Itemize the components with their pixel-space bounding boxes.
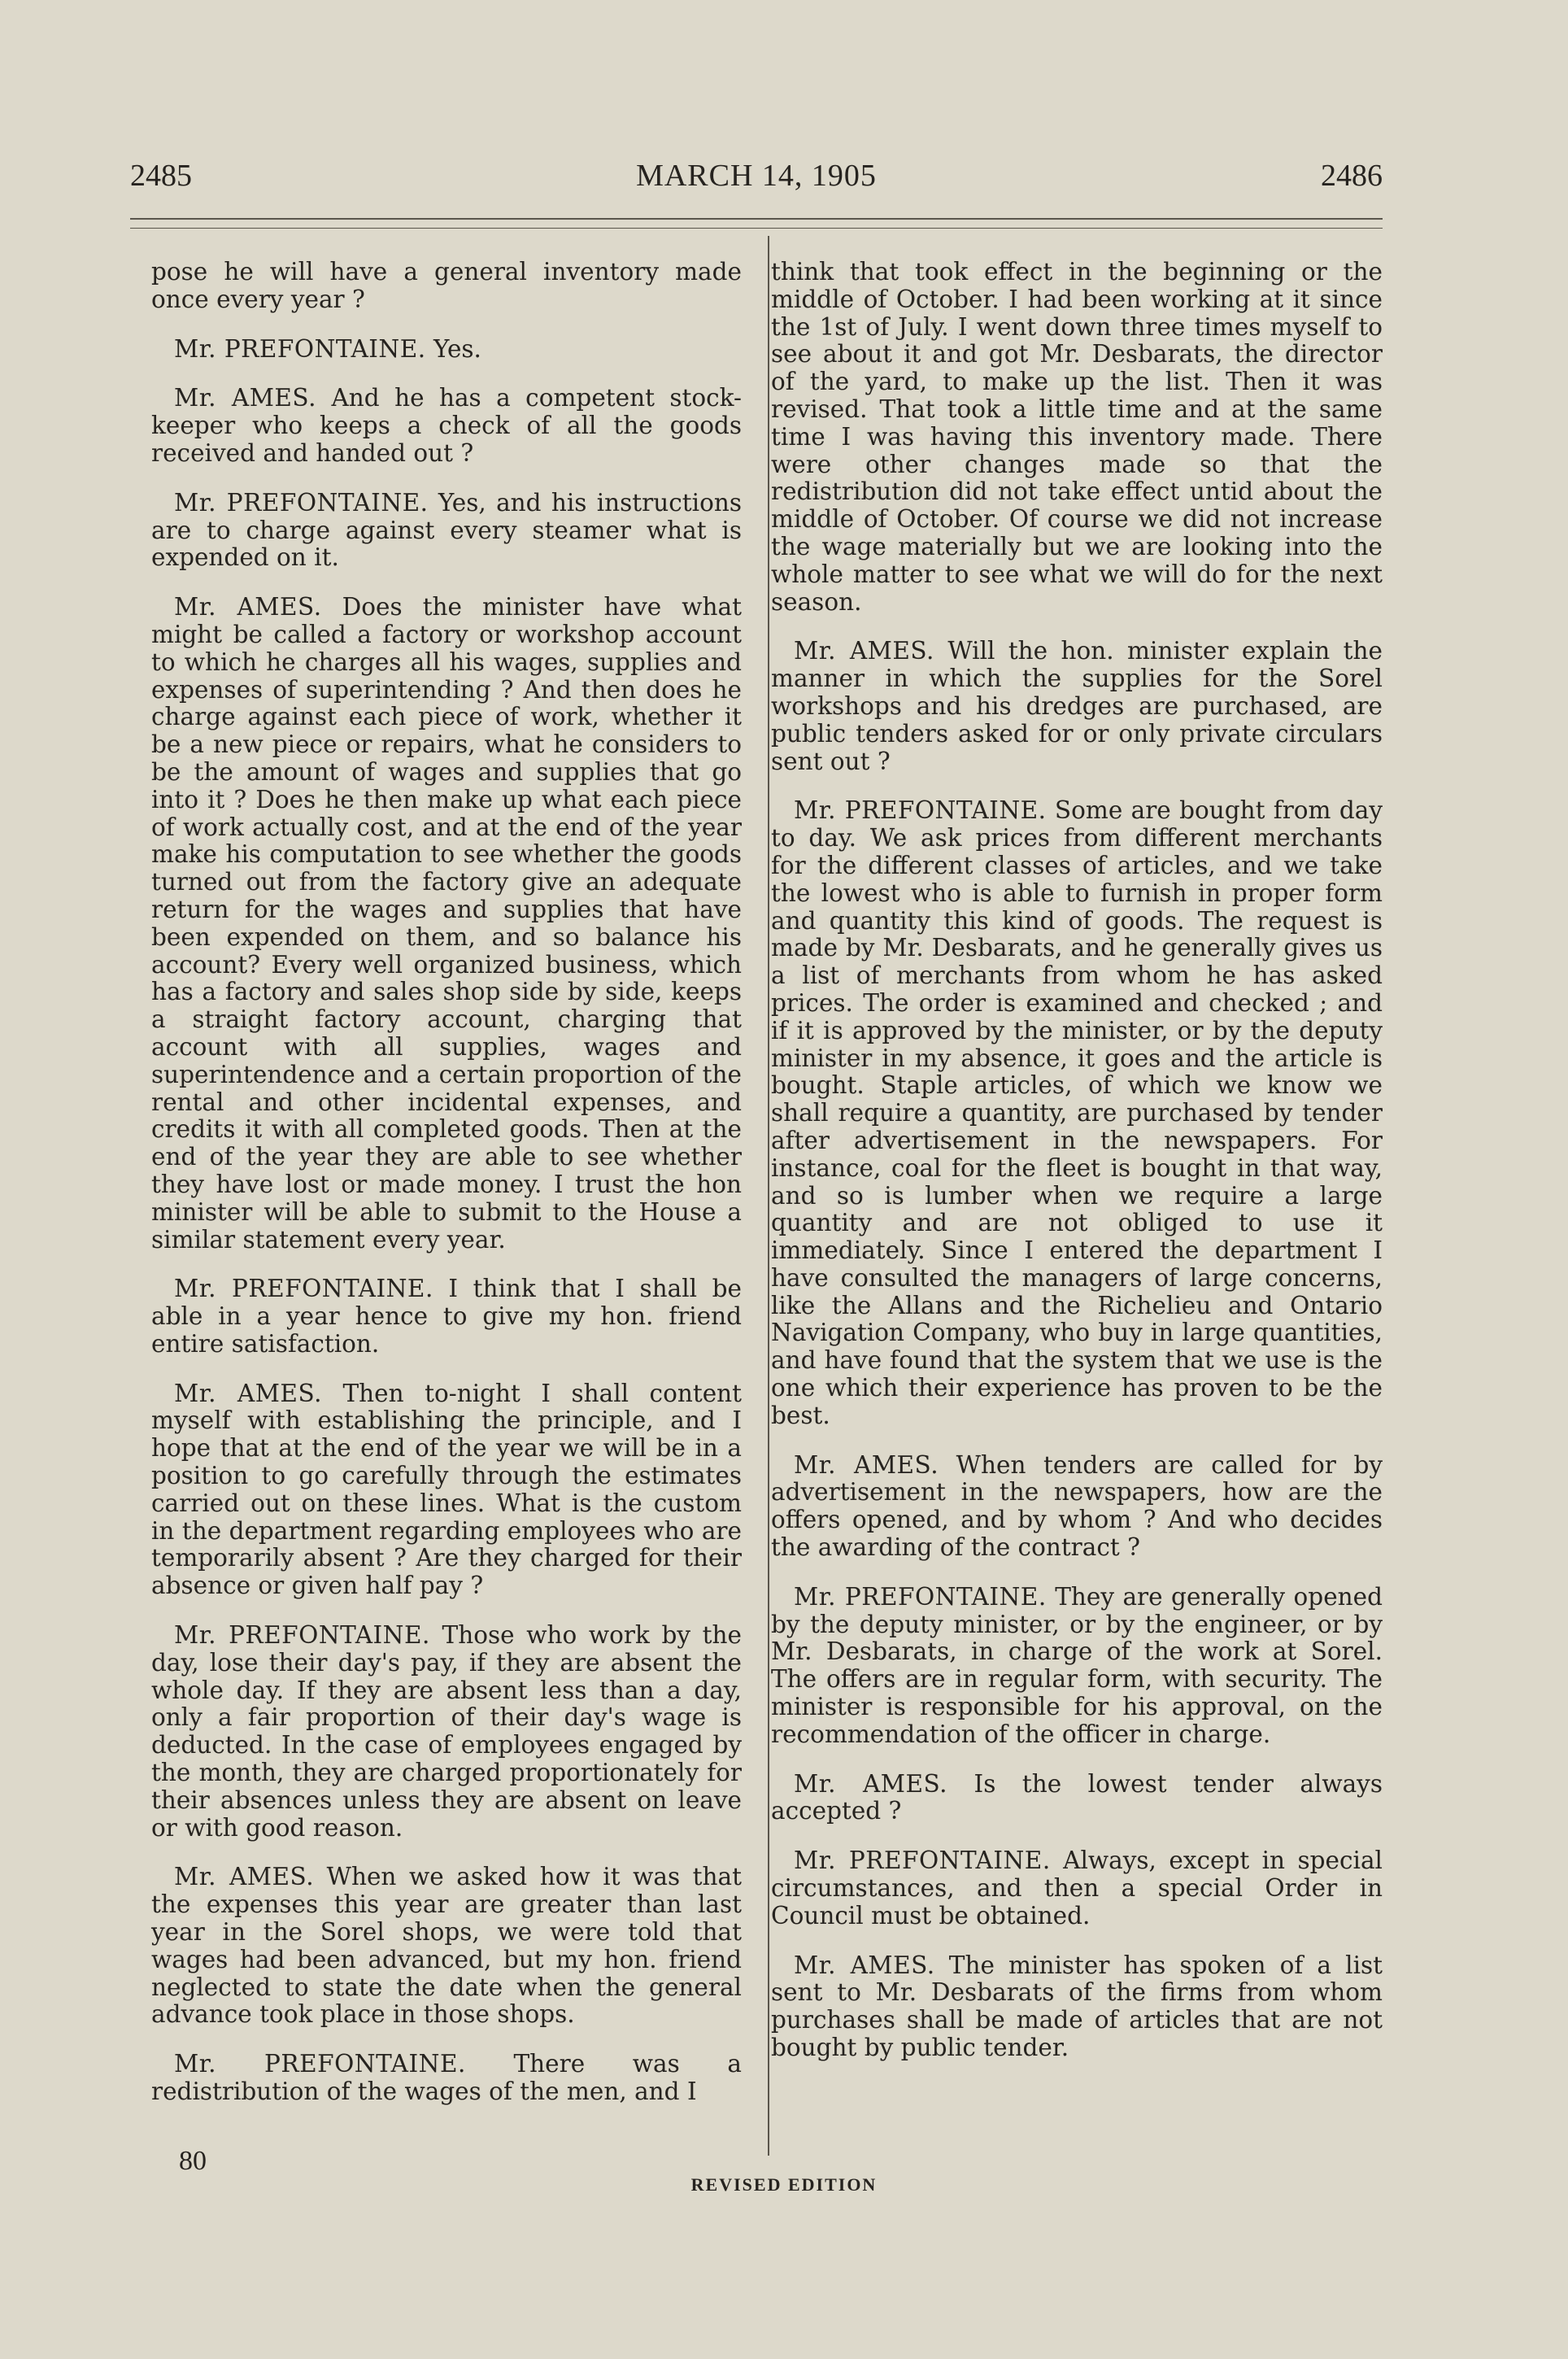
paragraph-text: Always, except in special circumstances, and then a special Order in Council must be obtained. [771,1847,1383,1929]
speaker-name: Mr. AMES. [794,1769,948,1798]
paragraph [151,490,742,572]
speaker-name: Mr. PREFONTAINE. [174,334,426,363]
paragraph-text: The minister has spoken of a list sent to Mr. Desbarats of the firms from whom purchases shall be made of articles that are not bought by public tender. [771,1951,1383,2062]
speaker-name: Mr. AMES. [794,637,934,665]
paragraph-text: They are generally opened by the deputy minister, or by the engineer, or by Mr. Desbarats, in charge of the work at Sorel. The offers are in regular form, with security. The minister is responsible for his approval, on the recommendation of the officer in charge. [771,1582,1383,1748]
paragraph [151,1622,742,1842]
paragraph [771,638,1383,775]
paragraph [771,1584,1383,1749]
paragraph-text: Then to-night I shall content myself with establishing the principle, and I hope that at the end of the year we will be in a position to go carefully through the estimates carried out on these lines. What is the custom in the department regarding employees who are temporarily absent ? Are they charged for their absence or given half pay ? [151,1379,742,1600]
paragraph [151,336,742,364]
running-header [130,158,1383,198]
speaker-name: Mr. PREFONTAINE. [174,1621,430,1650]
paragraph [771,1452,1383,1562]
paragraph [771,259,1383,616]
paragraph [771,1847,1383,1929]
header-rule-thin [130,228,1383,229]
paragraph-text: When we asked how it was that the expenses this year are greater than last year in the Sorel shops, we were told that wages had been advanced, but my hon. friend neglected to state the date when the general advance took place in those shops. [151,1863,742,2029]
paragraph [771,1952,1383,2062]
edition-label: REVISED EDITION [690,2174,878,2195]
paragraph-text: Some are bought from day to day. We ask prices from different merchants for the different classes of articles, and we take the lowest who is able to furnish in proper form and quantity this kind of goods. The request is made by Mr. Desbarats, and he generally gives us a list of merchants from whom he has asked prices. The order is examined and checked ; and if it is approved by the minister, or by the deputy minister in my absence, it goes and the article is bought. Staple articles, of which we know we shall require a quantity, are purchased by tender after advertisement in the newspapers. For instance, coal for the fleet is bought in that way, and so is lumber when we require a large quantity and are not obliged to use it immediately. Since I entered the department I have consulted the managers of large concerns, like the Allans and the Richelieu and Ontario Navigation Company, who buy in large quantities, and have found that the system that we use is the one which their experience has proven to be the best. [771,796,1383,1429]
speaker-name: Mr. AMES. [794,1951,935,1979]
paragraph-text: Yes, and his instructions are to charge against every steamer what is expended on it. [151,488,742,572]
paragraph-text: think that took effect in the beginning or the middle of October. I had been working at it since the 1st of July. I went down three times myself to see about it and got Mr. Desbarats, the director of the yard, to make up the list. Then it was revised. That took a little time and at the same time I was having this inventory made. There were other changes made so that the redistribution did not take effect untid about the middle of October. Of course we did not increase the wage materially but we are looking into the whole matter to see what we will do for the next season. [771,258,1383,616]
paragraph-text: Yes. [433,334,481,363]
paragraph-text: When tenders are called for by advertisement in the newspapers, how are the offers opened, and by whom ? And who decides the awarding of the contract ? [771,1450,1383,1562]
speaker-name: Mr. PREFONTAINE. [174,488,429,517]
column-divider [768,236,769,2156]
paragraph-text: There was a redistribution of the wages of the men, and I [151,2050,742,2106]
speaker-name: Mr. PREFONTAINE. [794,796,1047,825]
paragraph-text: Will the hon. minister explain the manner in which the supplies for the Sorel workshops and his dredges are purchased, are public tenders asked for or only private circulars sent out ? [771,637,1383,775]
speaker-name: Mr. AMES. [174,384,316,412]
page-number-left: 2485 [130,159,192,193]
signature-folio: 80 [179,2146,207,2176]
right-column [771,259,1383,2084]
paragraph-text: Does the minister have what might be called a factory or workshop account to which he charges all his wages, supplies and expenses of superintending ? And then does he charge against each piece of work, whether it be a new piece or repairs, what he considers to be the amount of wages and supplies that go into it ? Does he then make up what each piece of work actually cost, and at the end of the year make his computation to see whether the goods turned out from the factory give an adequate return for the wages and supplies that have been expended on them, and so balance his account? Every well organized business, which has a factory and sales shop side by side, keeps a straight factory account, charging that account with all supplies, wages and superintendence and a certain proportion of the rental and other incidental expenses, and credits it with all completed goods. Then at the end of the year they are able to see whether they have lost or made money. I trust the hon minister will be able to submit to the House a similar statement every year. [151,593,742,1254]
paragraph [151,259,742,314]
speaker-name: Mr. AMES. [174,1863,315,1891]
left-column [151,259,742,2128]
page-date-title: MARCH 14, 1905 [636,159,877,193]
speaker-name: Mr. PREFONTAINE. [174,2050,466,2078]
paragraph [151,1864,742,2029]
paragraph-text: Is the lowest tender always accepted ? [771,1769,1383,1825]
paragraph [151,594,742,1254]
paragraph-text: I think that I shall be able in a year hence to give my hon. friend entire satisfaction. [151,1275,742,1358]
paragraph [771,797,1383,1429]
paragraph-text: pose he will have a general inventory made once every year ? [151,258,742,313]
paragraph [151,1380,742,1600]
speaker-name: Mr. PREFONTAINE. [174,1275,433,1303]
speaker-name: Mr. AMES. [794,1450,939,1479]
paragraph [771,1771,1383,1826]
paragraph [151,385,742,467]
paragraph-text: Those who work by the day, lose their day's pay, if they are absent the whole day. If they are absent less than a day, only a fair proportion of their day's wage is deducted. In the case of employees engaged by the month, they are charged proportionately for their absences unless they are absent on leave or with good reason. [151,1621,742,1842]
paragraph-text: And he has a competent stock-keeper who keeps a check of all the goods received and handed out ? [151,384,742,467]
speaker-name: Mr. AMES. [174,1379,323,1407]
paragraph [151,1275,742,1358]
speaker-name: Mr. PREFONTAINE. [794,1847,1051,1875]
paragraph [151,2051,742,2106]
page-number-right: 2486 [1321,159,1383,193]
speaker-name: Mr. PREFONTAINE. [794,1582,1047,1611]
header-rule [130,218,1383,220]
speaker-name: Mr. AMES. [174,593,322,621]
